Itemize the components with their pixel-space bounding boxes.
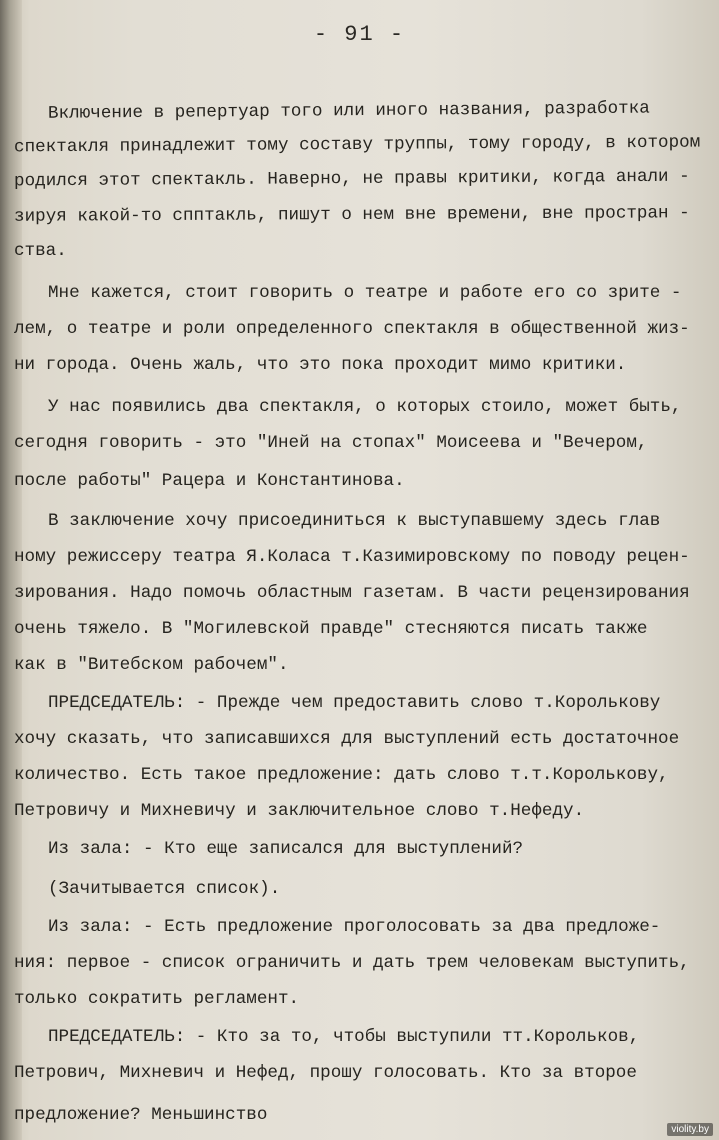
text-line: (Зачитывается список). (48, 879, 281, 899)
text-line: лем, о театре и роли определенного спектакля в общественной жиз- (14, 319, 690, 339)
text-line: зирования. Надо помочь областным газетам. В части рецензирования (14, 583, 690, 603)
text-line: ния: первое - список ограничить и дать трем человекам выступить, (14, 953, 690, 973)
text-line: Петровичу и Михневичу и заключительное слово т.Нефеду. (14, 801, 585, 821)
text-line: В заключение хочу присоединиться к выступавшему здесь глав (48, 511, 661, 531)
text-line: Включение в репертуар того или иного названия, разработка (47, 98, 650, 124)
text-line: Из зала: - Кто еще записался для выступлений? (48, 839, 524, 859)
text-line: количество. Есть такое предложение: дать слово т.т.Королькову, (14, 765, 669, 785)
text-line: У нас появились два спектакля, о которых стоило, может быть, (48, 397, 682, 417)
text-line: ному режиссеру театра Я.Коласа т.Казимировскому по поводу рецен- (14, 547, 690, 567)
text-line: родился этот спектакль. Наверно, не правы критики, когда анали - (13, 166, 690, 192)
text-line: предложение? Меньшинство (14, 1105, 268, 1125)
text-line: хочу сказать, что записавшихся для выступлений есть достаточное (14, 729, 680, 749)
text-line: Мне кажется, стоит говорить о театре и работе его со зрите - (48, 283, 682, 303)
site-watermark: violity.by (667, 1123, 713, 1136)
text-line: только сократить регламент. (14, 989, 300, 1009)
text-line: спектакля принадлежит тому составу труппы, тому городу, в котором (13, 132, 701, 158)
text-line: как в "Витебском рабочем". (14, 655, 289, 675)
text-line: ПРЕДСЕДАТЕЛЬ: - Кто за то, чтобы выступили тт.Корольков, (48, 1027, 640, 1047)
text-line: ПРЕДСЕДАТЕЛЬ: - Прежде чем предоставить слово т.Королькову (48, 693, 661, 713)
page-number: - 91 - (313, 22, 406, 47)
text-line: зируя какой-то спптакль, пишут о нем вне времени, вне простран - (13, 203, 690, 227)
text-line: ства. (14, 241, 67, 261)
text-line: очень тяжело. В "Могилевской правде" стесняются писать также (14, 619, 648, 639)
text-line: Петрович, Михневич и Нефед, прошу голосовать. Кто за второе (14, 1063, 637, 1083)
text-line: после работы" Рацера и Константинова. (14, 471, 405, 491)
text-line: ни города. Очень жаль, что это пока проходит мимо критики. (14, 355, 627, 375)
text-line: Из зала: - Есть предложение проголосовать за два предложе- (48, 917, 661, 937)
text-line: сегодня говорить - это "Иней на стопах" Моисеева и "Вечером, (14, 433, 648, 453)
